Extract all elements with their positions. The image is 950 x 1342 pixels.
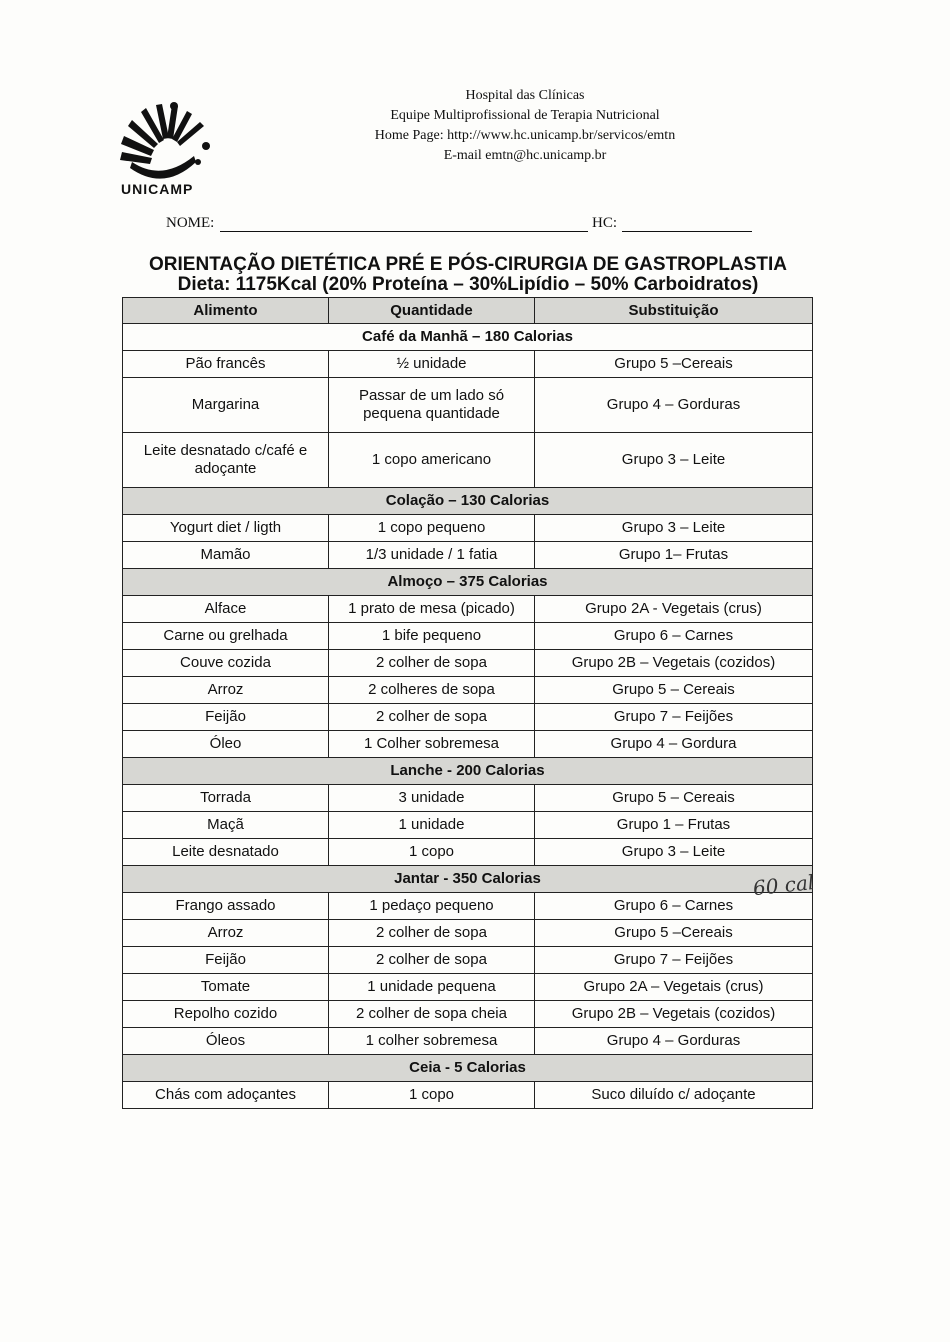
- table-row: [123, 1028, 813, 1055]
- quantity-cell: 1 copo americano: [329, 433, 535, 488]
- substitution-cell: Grupo 3 – Leite: [535, 515, 813, 542]
- section-title: Ceia - 5 Calorias: [123, 1055, 813, 1082]
- quantity-cell: 2 colher de sopa: [329, 704, 535, 731]
- table-row: [123, 1082, 813, 1109]
- table-row: [123, 623, 813, 650]
- substitution-cell: Grupo 4 – Gordura: [535, 731, 813, 758]
- table-row: [123, 704, 813, 731]
- quantity-cell: 3 unidade: [329, 785, 535, 812]
- quantity-cell: 2 colher de sopa: [329, 947, 535, 974]
- team-name: Equipe Multiprofissional de Terapia Nutricional: [390, 108, 660, 123]
- food-cell: Maçã: [123, 812, 329, 839]
- section-row: [123, 569, 813, 596]
- quantity-cell: 1 unidade pequena: [329, 974, 535, 1001]
- food-cell: Tomate: [123, 974, 329, 1001]
- header-substituicao: Substituição: [535, 298, 813, 324]
- food-cell: Chás com adoçantes: [123, 1082, 329, 1109]
- section-title: Colação – 130 Calorias: [123, 488, 813, 515]
- food-cell: Feijão: [123, 704, 329, 731]
- food-cell: Yogurt diet / ligth: [123, 515, 329, 542]
- food-cell: Repolho cozido: [123, 1001, 329, 1028]
- substitution-cell: Grupo 2B – Vegetais (cozidos): [535, 650, 813, 677]
- substitution-cell: Grupo 4 – Gorduras: [535, 378, 813, 433]
- table-row: [123, 920, 813, 947]
- food-cell: Pão francês: [123, 351, 329, 378]
- quantity-cell: 2 colher de sopa: [329, 650, 535, 677]
- food-cell: Frango assado: [123, 893, 329, 920]
- food-cell: Carne ou grelhada: [123, 623, 329, 650]
- table-row: [123, 812, 813, 839]
- substitution-cell: Grupo 3 – Leite: [535, 839, 813, 866]
- quantity-cell: 2 colher de sopa: [329, 920, 535, 947]
- nome-label: NOME:: [166, 215, 215, 231]
- section-row: [123, 1055, 813, 1082]
- hc-label: HC:: [592, 215, 618, 231]
- food-cell: Arroz: [123, 677, 329, 704]
- hc-field[interactable]: [622, 231, 752, 232]
- table-row: [123, 596, 813, 623]
- quantity-cell: 1 prato de mesa (picado): [329, 596, 535, 623]
- section-row: [123, 488, 813, 515]
- food-cell: Mamão: [123, 542, 329, 569]
- section-row: [123, 324, 813, 351]
- substitution-cell: Grupo 2A - Vegetais (crus): [535, 596, 813, 623]
- quantity-cell: 1 colher sobremesa: [329, 1028, 535, 1055]
- nome-field[interactable]: [220, 231, 588, 232]
- food-cell: Alface: [123, 596, 329, 623]
- quantity-cell: 1 Colher sobremesa: [329, 731, 535, 758]
- food-cell: Óleos: [123, 1028, 329, 1055]
- quantity-cell: 1/3 unidade / 1 fatia: [329, 542, 535, 569]
- quantity-cell: ½ unidade: [329, 351, 535, 378]
- table-row: [123, 839, 813, 866]
- section-title: Lanche - 200 Calorias: [123, 758, 813, 785]
- home-page: Home Page: http://www.hc.unicamp.br/servicos/emtn: [374, 128, 676, 143]
- section-row: [123, 758, 813, 785]
- substitution-cell: Grupo 5 – Cereais: [535, 785, 813, 812]
- substitution-cell: Grupo 7 – Feijões: [535, 704, 813, 731]
- table-row: [123, 785, 813, 812]
- section-title: Café da Manhã – 180 Calorias: [123, 324, 813, 351]
- header-quantidade: Quantidade: [329, 298, 535, 324]
- quantity-cell: 1 pedaço pequeno: [329, 893, 535, 920]
- handwritten-note: [745, 866, 845, 906]
- table-row: [123, 731, 813, 758]
- hospital-header: [340, 86, 710, 166]
- table-header: [123, 298, 813, 324]
- substitution-cell: Grupo 5 –Cereais: [535, 920, 813, 947]
- table-row: [123, 677, 813, 704]
- table-row: [123, 515, 813, 542]
- table-row: [123, 947, 813, 974]
- food-cell: Óleo: [123, 731, 329, 758]
- hospital-name: Hospital das Clínicas: [465, 88, 585, 103]
- section-title: Almoço – 375 Calorias: [123, 569, 813, 596]
- food-cell: Margarina: [123, 378, 329, 433]
- diet-table: [122, 297, 813, 1109]
- quantity-cell: 1 copo: [329, 839, 535, 866]
- food-cell: Leite desnatado c/café e adoçante: [123, 433, 329, 488]
- quantity-cell: 1 copo: [329, 1082, 535, 1109]
- section-row: [123, 866, 813, 893]
- table-row: [123, 1001, 813, 1028]
- substitution-cell: Grupo 4 – Gorduras: [535, 1028, 813, 1055]
- food-cell: Couve cozida: [123, 650, 329, 677]
- quantity-cell: 1 unidade: [329, 812, 535, 839]
- logo-text: UNICAMP: [121, 181, 194, 197]
- substitution-cell: Grupo 5 – Cereais: [535, 677, 813, 704]
- substitution-cell: Grupo 7 – Feijões: [535, 947, 813, 974]
- substitution-cell: Grupo 6 – Carnes: [535, 623, 813, 650]
- quantity-cell: 1 bife pequeno: [329, 623, 535, 650]
- email: E-mail emtn@hc.unicamp.br: [443, 148, 607, 163]
- substitution-cell: Grupo 2B – Vegetais (cozidos): [535, 1001, 813, 1028]
- header-alimento: Alimento: [123, 298, 329, 324]
- table-row: [123, 542, 813, 569]
- food-cell: Feijão: [123, 947, 329, 974]
- quantity-cell: 1 copo pequeno: [329, 515, 535, 542]
- substitution-cell: Grupo 3 – Leite: [535, 433, 813, 488]
- quantity-cell: 2 colheres de sopa: [329, 677, 535, 704]
- diet-subtitle: Dieta: 1175Kcal (20% Proteína – 30%Lipídio – 50% Carboidratos): [177, 274, 759, 295]
- page-title: ORIENTAÇÃO DIETÉTICA PRÉ E PÓS-CIRURGIA DE GASTROPLASTIA: [149, 254, 787, 275]
- table-row: [123, 650, 813, 677]
- section-title: Jantar - 350 Calorias: [123, 866, 813, 893]
- table-row: [123, 351, 813, 378]
- substitution-cell: Grupo 2A – Vegetais (crus): [535, 974, 813, 1001]
- substitution-cell: Suco diluído c/ adoçante: [535, 1082, 813, 1109]
- handwritten-note-text: 60 cal: [751, 870, 816, 901]
- substitution-cell: Grupo 5 –Cereais: [535, 351, 813, 378]
- quantity-cell: 2 colher de sopa cheia: [329, 1001, 535, 1028]
- table-row: [123, 433, 813, 488]
- substitution-cell: Grupo 1– Frutas: [535, 542, 813, 569]
- food-cell: Torrada: [123, 785, 329, 812]
- table-row: [123, 893, 813, 920]
- food-cell: Arroz: [123, 920, 329, 947]
- substitution-cell: Grupo 1 – Frutas: [535, 812, 813, 839]
- table-row: [123, 974, 813, 1001]
- table-row: [123, 378, 813, 433]
- quantity-cell: Passar de um lado só pequena quantidade: [329, 378, 535, 433]
- food-cell: Leite desnatado: [123, 839, 329, 866]
- substitution-cell: Grupo 6 – Carnes: [535, 893, 813, 920]
